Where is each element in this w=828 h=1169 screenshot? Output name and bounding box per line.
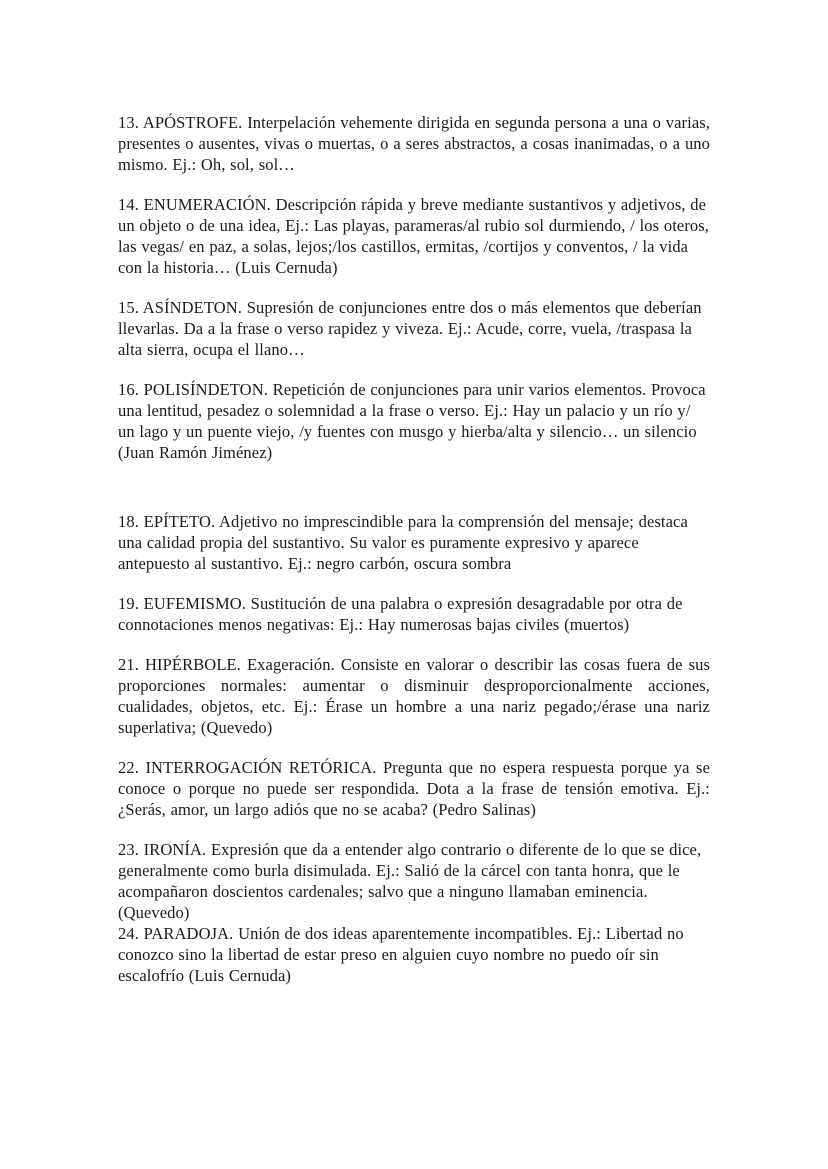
paragraph-item-22: 22. INTERROGACIÓN RETÓRICA. Pregunta que no espera respuesta porque ya se conoce o porque no puede ser respondida. Dota a la frase de tensión emotiva. Ej.: ¿Serás, amor, un largo adiós que no se acaba? (Pedro Salinas) bbox=[118, 758, 710, 819]
document-content bbox=[118, 112, 710, 1005]
paragraph-item-16: 16. POLISÍNDETON. Repetición de conjunciones para unir varios elementos. Provoca una lentitud, pesadez o solemnidad a la frase o verso. Ej.: Hay un palacio y un río y/ un lago y un puente viejo, /y fuentes con musgo y hierba/alta y silencio… un silencio (Juan Ramón Jiménez) bbox=[118, 380, 706, 462]
paragraph-item-24: 24. PARADOJA. Unión de dos ideas aparentemente incompatibles. Ej.: Libertad no conozco sino la libertad de estar preso en alguien cuyo nombre no puedo oír sin escalofrío (Luis Cernuda) bbox=[118, 924, 684, 985]
paragraph-item-15: 15. ASÍNDETON. Supresión de conjunciones entre dos o más elementos que deberían llevarlas. Da a la frase o verso rapidez y viveza. Ej.: Acude, corre, vuela, /traspasa la alta sierra, ocupa el llano… bbox=[118, 298, 702, 359]
paragraph-item-13: 13. APÓSTROFE. Interpelación vehemente dirigida en segunda persona a una o varias, presentes o ausentes, vivas o muertas, o a seres abstractos, a cosas inanimadas, o a uno mismo. Ej.: Oh, sol, sol… bbox=[118, 113, 710, 174]
paragraph-item-23: 23. IRONÍA. Expresión que da a entender algo contrario o diferente de lo que se dice, generalmente como burla disimulada. Ej.: Salió de la cárcel con tanta honra, que le acompañaron doscientos cardenales; salvo que a ninguno llamaban eminencia. (Quevedo) bbox=[118, 840, 702, 922]
paragraph-item-18: 18. EPÍTETO. Adjetivo no imprescindible para la comprensión del mensaje; destaca una calidad propia del sustantivo. Su valor es puramente expresivo y aparece antepuesto al sustantivo. Ej.: negro carbón, oscura sombra bbox=[118, 512, 688, 573]
paragraph-item-14: 14. ENUMERACIÓN. Descripción rápida y breve mediante sustantivos y adjetivos, de un objeto o de una idea, Ej.: Las playas, parameras/al rubio sol durmiendo, / los oteros, las vegas/ en paz, a solas, lejos;/los castillos, ermitas, /cortijos y conventos, / la vida con la historia… (Luis Cernuda) bbox=[118, 195, 710, 277]
paragraph-item-21: 21. HIPÉRBOLE. Exageración. Consiste en valorar o describir las cosas fuera de sus proporciones normales: aumentar o disminuir desproporcionalmente acciones, cualidades, objetos, etc. Ej.: Érase un hombre a una nariz pegado;/érase una nariz superlativa; (Quevedo) bbox=[118, 655, 710, 737]
paragraph-item-19: 19. EUFEMISMO. Sustitución de una palabra o expresión desagradable por otra de connotaciones menos negativas: Ej.: Hay numerosas bajas civiles (muertos) bbox=[118, 594, 683, 634]
